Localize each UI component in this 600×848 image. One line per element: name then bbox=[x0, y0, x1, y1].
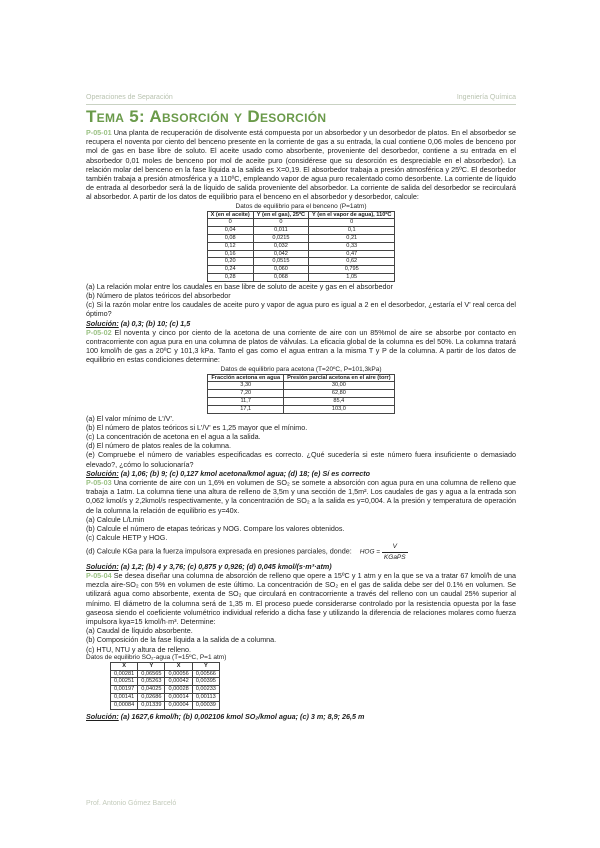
table-cell: 0,00004 bbox=[165, 701, 192, 709]
hog-formula-fraction bbox=[382, 542, 408, 561]
table-header-cell: Y bbox=[192, 662, 219, 670]
question-item: (b) Calcule el número de etapas teóricas y NOG. Compare los valores obtenidos. bbox=[86, 524, 345, 534]
table-cell: 0,12 bbox=[207, 242, 253, 250]
problem-4-statement bbox=[86, 571, 516, 626]
table-row bbox=[111, 686, 220, 694]
table-cell: 0,1 bbox=[309, 227, 395, 235]
problem-1-table-caption: Datos de equilibrio para el benceno (P=1atm) bbox=[235, 202, 367, 210]
table-cell: 0,62 bbox=[309, 258, 395, 266]
problem-2-solution-label: Solución: bbox=[86, 468, 119, 478]
table-cell: 7,20 bbox=[208, 390, 284, 398]
table-row bbox=[207, 250, 395, 258]
table-cell: 0,00039 bbox=[192, 701, 219, 709]
table-cell: 0,04025 bbox=[138, 686, 165, 694]
table-cell: 0,00014 bbox=[165, 694, 192, 702]
problem-3-questions bbox=[86, 515, 516, 543]
table-row bbox=[207, 258, 395, 266]
table-cell: 0,00113 bbox=[192, 694, 219, 702]
table-cell: 0,16 bbox=[207, 250, 253, 258]
question-item: (a) Caudal de líquido absorbente. bbox=[86, 626, 193, 636]
problems-content bbox=[86, 128, 516, 721]
table-cell: 1,05 bbox=[309, 274, 395, 282]
problem-1-statement bbox=[86, 128, 516, 202]
question-item: (a) El valor mínimo de L'/V'. bbox=[86, 413, 174, 423]
table-cell: 103,0 bbox=[284, 405, 395, 413]
problem-1-questions bbox=[86, 282, 516, 319]
table-header-cell: Y (en el vapor de agua), 110ºC bbox=[309, 211, 395, 219]
hog-formula-lhs: HOG = bbox=[359, 548, 381, 556]
table-cell: 85,4 bbox=[284, 398, 395, 406]
table-cell: 0 bbox=[253, 219, 308, 227]
table-cell: 0,00197 bbox=[111, 686, 138, 694]
table-cell: 0,0515 bbox=[253, 258, 308, 266]
table-row bbox=[111, 701, 220, 709]
header-course-name: Operaciones de Separación bbox=[86, 94, 173, 101]
table-cell: 0,47 bbox=[309, 250, 395, 258]
problem-1-equilibrium-table bbox=[207, 211, 396, 282]
table-cell: 0,08 bbox=[207, 235, 253, 243]
table-cell: 0,00028 bbox=[165, 686, 192, 694]
header-divider bbox=[86, 104, 516, 105]
problem-2-solution bbox=[86, 469, 516, 478]
problem-1-id: P-05-01 bbox=[86, 128, 112, 137]
problem-4-questions bbox=[86, 626, 516, 654]
table-cell: 0,00056 bbox=[165, 670, 192, 678]
table-cell: 0,24 bbox=[207, 266, 253, 274]
table-header-cell: X (en el aceite) bbox=[207, 211, 253, 219]
problem-4-solution-label: Solución: bbox=[86, 711, 119, 721]
question-item: (c) HTU, NTU y altura de relleno. bbox=[86, 644, 192, 654]
table-row bbox=[208, 382, 394, 390]
table-cell: 0,21 bbox=[309, 235, 395, 243]
table-cell: 30,00 bbox=[284, 382, 395, 390]
table-cell: 0,00141 bbox=[111, 694, 138, 702]
table-cell: 0,0215 bbox=[253, 235, 308, 243]
table-cell: 11,7 bbox=[208, 398, 284, 406]
problem-2-equilibrium-table bbox=[207, 374, 394, 414]
table-cell: 0 bbox=[309, 219, 395, 227]
problem-4-id: P-05-04 bbox=[86, 571, 112, 581]
table-header-cell: Y (en el gas), 25ºC bbox=[253, 211, 308, 219]
hog-formula-denominator: KGaPS bbox=[383, 553, 406, 561]
table-row bbox=[207, 227, 395, 235]
problem-3-id: P-05-03 bbox=[86, 478, 112, 488]
table-cell: 0,00281 bbox=[111, 670, 138, 678]
table-cell: 0,28 bbox=[207, 274, 253, 282]
problem-2-questions bbox=[86, 414, 516, 469]
hog-formula-numerator: V bbox=[382, 542, 408, 552]
table-cell: 0,05263 bbox=[138, 678, 165, 686]
problem-3-question-d bbox=[86, 542, 516, 561]
table-cell: 0,02686 bbox=[138, 694, 165, 702]
table-cell: 0,00042 bbox=[165, 678, 192, 686]
question-item: (b) Número de platos teóricos del absorbedor bbox=[86, 291, 231, 300]
table-row bbox=[111, 694, 220, 702]
table-cell: 62,80 bbox=[284, 390, 395, 398]
table-cell: 0,00233 bbox=[192, 686, 219, 694]
table-row bbox=[208, 405, 394, 413]
table-cell: 0,068 bbox=[253, 274, 308, 282]
page-title: Tema 5: Absorción y Desorción bbox=[86, 107, 327, 126]
problem-4-solution-text: (a) 1627,6 kmol/h; (b) 0,002106 kmol SO₂/kmol agua; (c) 3 m; 8,9; 26,5 m bbox=[120, 711, 365, 721]
question-item: (b) El número de platos teóricos si L'/V' es 1,25 mayor que el mínimo. bbox=[86, 422, 308, 432]
table-header-cell: X bbox=[165, 662, 192, 670]
table-row bbox=[207, 274, 395, 282]
problem-3-solution bbox=[86, 562, 516, 571]
table-cell: 0,011 bbox=[253, 227, 308, 235]
question-item: (c) Calcule HETP y HOG. bbox=[86, 533, 168, 543]
question-item: (b) Composición de la fase líquida a la salida de a columna. bbox=[86, 635, 277, 645]
table-row bbox=[207, 235, 395, 243]
problem-2-id: P-05-02 bbox=[86, 327, 112, 337]
table-row bbox=[207, 266, 395, 274]
question-item: (c) La concentración de acetona en el agua a la salida. bbox=[86, 432, 261, 442]
table-cell: 0,00395 bbox=[192, 678, 219, 686]
table-cell: 0,00084 bbox=[111, 701, 138, 709]
table-row bbox=[207, 242, 395, 250]
problem-1-solution-text: (a) 0,3; (b) 10; (c) 1,5 bbox=[120, 318, 191, 328]
table-cell: 0,795 bbox=[309, 266, 395, 274]
problem-4-table-caption: Datos de equilibrio SO₂-agua (T=15ºC, P=1 atm) bbox=[86, 653, 227, 661]
table-row bbox=[111, 670, 220, 678]
table-header-cell: Presión parcial acetona en el aire (torr) bbox=[284, 374, 395, 382]
problem-3-question-d-text: (d) Calcule KGa para la fuerza impulsora expresada en presiones parciales, donde: bbox=[86, 547, 352, 557]
table-header-cell: X bbox=[111, 662, 138, 670]
table-row bbox=[111, 678, 220, 686]
table-cell: 3,30 bbox=[208, 382, 284, 390]
problem-3-solution-label: Solución: bbox=[86, 561, 119, 571]
problem-2-table-caption: Datos de equilibrio para acetona (T=20ºC, P=101,3kPa) bbox=[220, 365, 382, 373]
problem-2-solution-text: (a) 1,06; (b) 9; (c) 0,127 kmol acetona/kmol agua; (d) 18; (e) Sí es correcto bbox=[120, 468, 370, 478]
problem-3-statement bbox=[86, 478, 516, 515]
problem-1-text: Una planta de recuperación de disolvente está compuesta por un absorbedor y un desorbedor de platos. En el absorbedor se recupera el noventa por ciento del benceno presente en la corriente de gas a su entrada, la cual contiene 0,06 moles de benceno por mol de gas en base libre de soluto. El aceite usado como absorbente, proveniente del desorbedor, contiene a su entrada en el absorbedor 0,01 moles de benceno por mol de aceite puro (considérese que su desorción es despreciable en el absorbedor). La relación molar del benceno en la fase líquida a la salida es X=0,19. El absorbedor trabaja a presión atmosférica y 25ºC. El desorbedor también trabaja a presión atmosférica y a 110ºC, empleando vapor de agua puro recalentado como desorbente. La corriente de líquido de entrada al desorbedor será la de líquido de salida proveniente del absorbedor. La corriente de salida del desorbedor se recirculará al absorbedor. A partir de los datos de equilibrio para el benceno en el absorbedor y desorbedor, calcule: bbox=[86, 128, 516, 202]
problem-3-solution-text: (a) 1,2; (b) 4 y 3,76; (c) 0,875 y 0,926; (d) 0,045 kmol/(s·m³·atm) bbox=[120, 561, 332, 571]
table-header-cell: Fracción acetona en agua bbox=[208, 374, 284, 382]
table-cell: 0,20 bbox=[207, 258, 253, 266]
table-cell: 0,032 bbox=[253, 242, 308, 250]
problem-4-equilibrium-table bbox=[110, 662, 220, 710]
table-cell: 0,060 bbox=[253, 266, 308, 274]
table-row bbox=[208, 398, 394, 406]
table-cell: 0,042 bbox=[253, 250, 308, 258]
table-cell: 0 bbox=[207, 219, 253, 227]
table-row bbox=[208, 390, 394, 398]
table-cell: 0,33 bbox=[309, 242, 395, 250]
problem-2-text: El noventa y cinco por ciento de la acetona de una corriente de aire con un 85%mol de aire se absorbe por contacto en contracorriente con agua pura en una columna de platos de válvulas. La eficacia global de la columna es del 50%. La columna tratará 100 kmol/h de gas a 20ºC y 101,3 kPa. Tanto el gas como el agua entran a la misma T y P de la columna. A partir de los datos de equilibrio en estas condiciones determine: bbox=[86, 327, 516, 365]
problem-4-text: Se desea diseñar una columna de absorción de relleno que opere a 15ºC y 1 atm y en la que se va a tratar 67 kmol/h de una mezcla aire-SO₂ con 5% en volumen de este último. La concentración de SO₂ en el gas de salida debe ser del 0.1% en volumen. Se utilizará agua como absorbente, exenta de SO₂ que circulará en contracorriente a través del relleno con un caudal 25% superior al mínimo. El diámetro de la columna será de 1,35 m. El proceso puede considerarse controlado por la resistencia opuesta por la fase gaseosa siendo el coeficiente volumétrico individual referido a dicha fase y utilizando la diferencia de relaciones molares como fuerza impulsora kya=15 kmol/h·m³. Determine: bbox=[86, 571, 517, 627]
problem-3-text: Una corriente de aire con un 1,6% en volumen de SO₂ se somete a absorción con agua pura en una columna de relleno que trabaja a 1atm. La columna tiene una altura de relleno de 3,5m y una sección de 1,5m². Los caudales de gas y agua a la entrada son 0,062 kmol/s y 2,2kmol/s respectivamente, y la concentración de SO₂ a la salida es y=0,004. A la presión y temperatura de operación de la columna la relación de equilibrio es y=40x. bbox=[86, 478, 516, 515]
question-item: (c) Si la razón molar entre los caudales de aceite puro y vapor de agua puro es igual a 2 en el desorbedor, ¿estaría el V' real cerca del óptimo? bbox=[86, 300, 516, 319]
question-item: (a) La relación molar entre los caudales en base libre de soluto de aceite y gas en el absorbedor bbox=[86, 281, 393, 291]
problem-4-solution bbox=[86, 712, 516, 721]
table-row bbox=[207, 219, 395, 227]
table-header-cell: Y bbox=[138, 662, 165, 670]
table-cell: 0,00566 bbox=[192, 670, 219, 678]
footer-author: Prof. Antonio Gómez Barceló bbox=[86, 800, 177, 807]
hog-formula bbox=[360, 542, 408, 561]
table-cell: 17,1 bbox=[208, 405, 284, 413]
problem-1-solution-label: Solución: bbox=[86, 318, 119, 328]
question-item: (a) Calcule L/Lmin bbox=[86, 514, 145, 524]
header-degree-name: Ingeniería Química bbox=[456, 94, 516, 101]
table-cell: 0,00251 bbox=[111, 678, 138, 686]
problem-2-statement bbox=[86, 328, 516, 365]
table-cell: 0,04 bbox=[207, 227, 253, 235]
table-cell: 0,01339 bbox=[138, 701, 165, 709]
problem-1-solution bbox=[86, 319, 516, 328]
table-cell: 0,06565 bbox=[138, 670, 165, 678]
question-item: (e) Compruebe el número de variables especificadas es correcto. ¿Qué sucedería si este número fuera insuficiente o demasiado elevado?, ¿cómo lo solucionaría? bbox=[86, 450, 516, 469]
question-item: (d) El número de platos reales de la columna. bbox=[86, 441, 232, 451]
